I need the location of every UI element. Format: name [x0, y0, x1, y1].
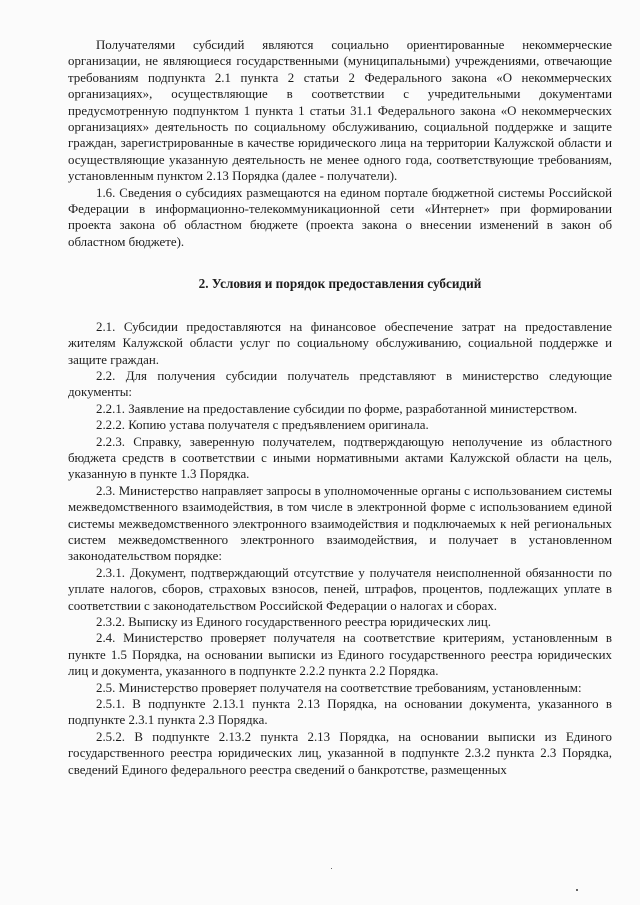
paragraph-2-2-2: 2.2.2. Копию устава получателя с предъявлением оригинала.	[96, 418, 429, 433]
paragraph-2-2-1: 2.2.1. Заявление на предоставление субсидии по форме, разработанной министерством.	[96, 401, 578, 416]
paragraph-2-5-2: 2.5.2. В подпункте 2.13.2 пункта 2.13 Порядка, на основании выписки из Единого государственного реестра юридических лиц, указанной в подпункте 2.3.2 пункта 2.3 Порядка, сведений Единого федерального реестра сведений о банкротстве, размещенных	[68, 729, 612, 777]
paragraph-2-1: 2.1. Субсидии предоставляются на финансовое обеспечение затрат на предоставление жителям Калужской области услуг по социальному обслуживанию, социальной поддержке и защите граждан.	[68, 319, 612, 367]
paragraph-2-5-1: 2.5.1. В подпункте 2.13.1 пункта 2.13 Порядка, на основании документа, указанного в подпункте 2.3.1 пункта 2.3 Порядка.	[68, 697, 612, 728]
paragraph-2-3-1: 2.3.1. Документ, подтверждающий отсутствие у получателя неисполненной обязанности по уплате налогов, сборов, страховых взносов, пеней, штрафов, процентов, подлежащих уплате в соответствии с законодательством Российской Федерации о налогах и сборах.	[68, 565, 612, 613]
document-text	[68, 37, 612, 778]
paragraph-2-2: 2.2. Для получения субсидии получатель представляют в министерство следующие документы:	[68, 368, 612, 400]
section-heading: 2. Условия и порядок предоставления субсидий	[198, 276, 482, 292]
paragraph-2-3-2: 2.3.2. Выписку из Единого государственного реестра юридических лиц.	[96, 615, 491, 629]
paragraph-1-6: 1.6. Сведения о субсидиях размещаются на едином портале бюджетной системы Российской Федерации в информационно-телекоммуникационной сети «Интернет» при формировании проекта закона об областном бюджете (проекта закона о внесении изменений в закон об областном бюджете).	[68, 185, 612, 249]
paragraph-recipients: Получателями субсидий являются социально ориентированные некоммерческие организации, не являющиеся государственными (муниципальными) учреждениями, отвечающие требованиям подпункта 2.1 пункта 2 статьи 2 Федерального закона «О некоммерческих организациях», осуществляющие в соответствии с учредительными документами предусмотренную подпунктом 1 пункта 1 статьи 31.1 Федерального закона «О некоммерческих организациях» деятельность по социальному обслуживанию, социальной поддержке и защите граждан, зарегистрированные в качестве юридического лица на территории Калужской области и осуществляющие указанную деятельность не менее одного года, соответствующие требованиям, установленным пунктом 2.13 Порядка (далее - получатели).	[68, 38, 612, 184]
paragraph-2-3: 2.3. Министерство направляет запросы в уполномоченные органы с использованием системы межведомственного взаимодействия, в том числе в электронной форме с использованием единой системы межведомственного электронного взаимодействия и подключаемых к ней региональных систем межведомственного электронного взаимодействия, и получает в установленном законодательством порядке:	[68, 483, 612, 564]
scan-speck	[576, 889, 578, 891]
paragraph-2-2-3: 2.2.3. Справку, заверенную получателем, подтверждающую неполучение из областного бюджета средств в соответствии с иными нормативными актами Калужской области на цель, указанную в пункте 1.3 Порядка.	[68, 434, 612, 482]
paragraph-2-4: 2.4. Министерство проверяет получателя на соответствие критериям, установленным в пункте 1.5 Порядка, на основании выписки из Единого государственного реестра юридических лиц и документа, указанного в подпункте 2.2.2 пункта 2.2 Порядка.	[68, 631, 612, 679]
scan-speck	[331, 868, 332, 869]
paragraph-2-5: 2.5. Министерство проверяет получателя на соответствие требованиям, установленным:	[96, 680, 582, 695]
